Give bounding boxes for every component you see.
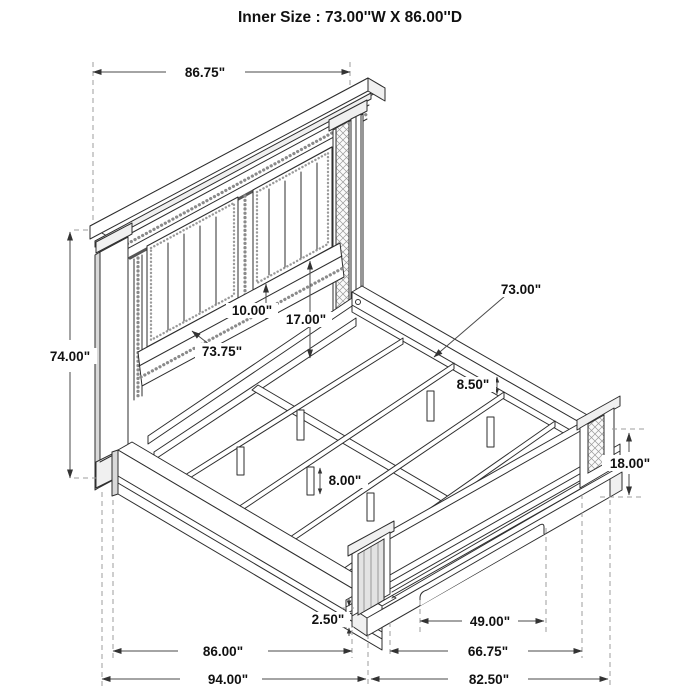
dim-label: 10.00": [231, 303, 273, 318]
dim-rail-inner-depth: [449, 377, 497, 394]
dim-headboard-height: [43, 232, 97, 478]
dim-label: 17.00": [285, 312, 327, 327]
dim-overall-depth: [102, 671, 366, 687]
dim-label: 82.50": [468, 672, 510, 687]
dim-label: 74.00": [49, 349, 91, 364]
dim-headboard-width: [93, 64, 350, 80]
dim-label: 8.00": [328, 473, 362, 488]
dim-label: 94.00": [207, 672, 249, 687]
dim-footboard-arch-span: [420, 613, 544, 629]
dim-rail-length: [113, 643, 352, 659]
dim-footboard-face-span: [390, 643, 582, 659]
dim-label: 86.75": [184, 65, 226, 80]
dim-label: 86.00": [202, 644, 244, 659]
dim-label: 49.00": [469, 614, 511, 629]
dim-label: 73.75": [201, 344, 243, 359]
dim-label: 18.00": [609, 456, 651, 471]
dim-label: 66.75": [467, 644, 509, 659]
footboard-lattice-column: [588, 415, 604, 473]
dim-label: 2.50": [311, 612, 345, 627]
dim-label: 8.50": [456, 377, 490, 392]
dim-label: 73.00": [500, 282, 542, 297]
footboard-right-post: [577, 396, 620, 488]
page-title: Inner Size : 73.00''W X 86.00''D: [237, 9, 463, 26]
dim-overall-width: [371, 671, 608, 687]
